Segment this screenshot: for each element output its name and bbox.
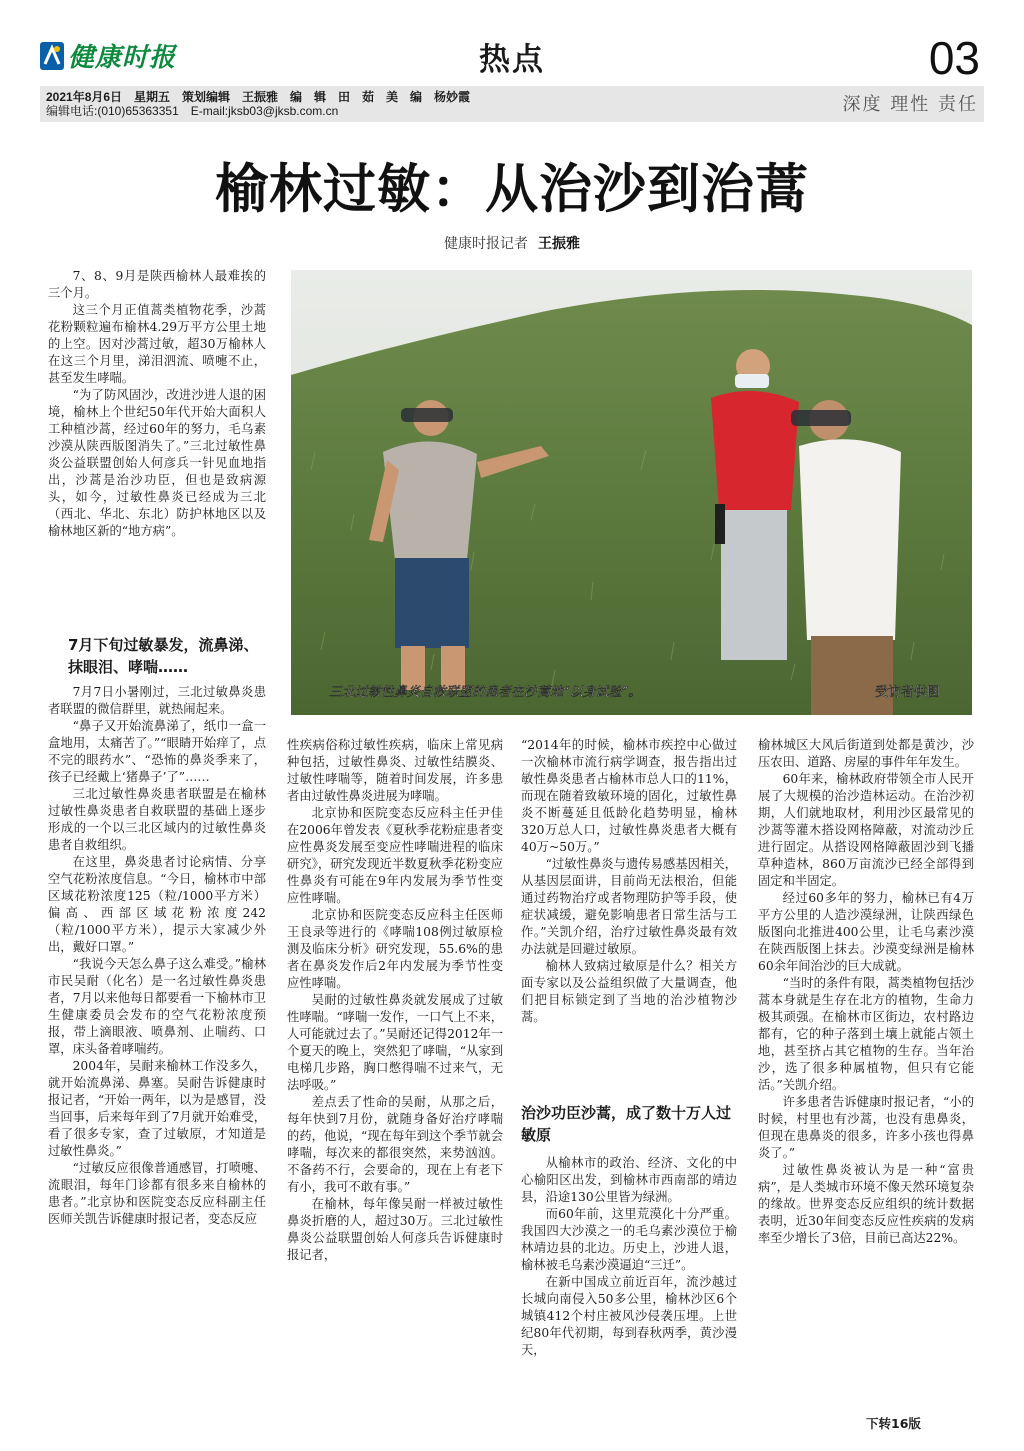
paragraph: 2004年，吴耐来榆林工作没多久，就开始流鼻涕、鼻塞。吴耐告诉健康时报记者，“开始一两年，以为是感冒，没当回事，后来每年到了7月就开始难受，看了很多专家，查了过敏原，才知道是过敏性鼻炎。” bbox=[48, 1059, 266, 1158]
byline-label: 健康时报记者 bbox=[444, 236, 528, 252]
slogan: 深度 理性 责任 bbox=[842, 94, 978, 115]
paragraph: 许多患者告诉健康时报记者，“小的时候，村里也有沙蒿，也没有患鼻炎，但现在患鼻炎的很多，许多小孩也得鼻炎了。” bbox=[758, 1095, 974, 1160]
paragraph: 吴耐的过敏性鼻炎就发展成了过敏性哮喘。“哮喘一发作，一口气上不来，人可能就过去了。”吴耐还记得2012年一个夏天的晚上，突然犯了哮喘，“从家到电梯几步路，胸口憋得喘不过来气，无法呼吸。” bbox=[287, 993, 503, 1092]
paragraph: 差点丢了性命的吴耐，从那之后，每年快到7月份，就随身备好治疗哮喘的药，他说，“现在每年到这个季节就会哮喘，每次来的都很突然，来势汹汹。不备药不行，会要命的，现在上有老下有小，我可不敢有事。” bbox=[287, 1095, 503, 1194]
paragraph: 榆林城区大风后街道到处都是黄沙，沙压农田、道路、房屋的事件年年发生。 bbox=[758, 738, 974, 769]
paragraph: “当时的条件有限，蒿类植物包括沙蒿本身就是生存在北方的植物，生命力极其顽强。在榆林市区街边，农村路边都有，它的种子落到土壤上就能占领土地，甚至挤占其它植物的生存。当年治沙，选了很多种属植物，但只有它能活。”关凯介绍。 bbox=[758, 976, 974, 1092]
column-1-top bbox=[48, 268, 266, 540]
paragraph: 过敏性鼻炎被认为是一种“富贵病”，是人类城市环境不像天然环境复杂的缘故。世界变态反应组织的统计数据表明，近30年间变态反应性疾病的发病率至少增长了3倍，目前已高达22%。 bbox=[758, 1163, 974, 1245]
masthead-contact: 编辑电话:(010)65363351 E-mail:jksb03@jksb.com.cn bbox=[46, 104, 339, 118]
paragraph: 从榆林市的政治、经济、文化的中心榆阳区出发，到榆林市西南部的靖边县，沿途130公里皆为绿洲。 bbox=[521, 1156, 737, 1204]
column-4 bbox=[758, 737, 974, 1247]
paragraph: 60年来，榆林政府带领全市人民开展了大规模的治沙造林运动。在治沙初期，人们就地取材，利用沙区最常见的沙蒿等灌木搭设网格障蔽，对流动沙丘进行固定。从搭设网格障蔽固沙到飞播草种造林，860万亩流沙已经全部得到固定和半固定。 bbox=[758, 772, 974, 888]
paragraph: 7、8、9月是陕西榆林人最难挨的三个月。 bbox=[48, 269, 266, 300]
page-number: 03 bbox=[928, 32, 980, 84]
paragraph: 7月7日小暑刚过，三北过敏鼻炎患者联盟的微信群里，就热闹起来。 bbox=[48, 685, 266, 716]
paragraph: 这三个月正值蒿类植物花季，沙蒿花粉颗粒遍布榆林4.29万平方公里土地的上空。因对沙蒿过敏，超30万榆林人在这三个月里，涕泪泗流、喷嚏不止，甚至发生哮喘。 bbox=[48, 303, 266, 385]
continued-on-page[interactable]: 下转16版 bbox=[866, 1416, 921, 1431]
paragraph: 在新中国成立前近百年，流沙越过长城向南侵入50多公里，榆林沙区6个城镇412个村庄被风沙侵袭压埋。上世纪80年代初期，每到春秋两季，黄沙漫天， bbox=[521, 1275, 737, 1357]
paragraph: 三北过敏性鼻炎患者联盟是在榆林过敏性鼻炎患者自救联盟的基础上逐步形成的一个以三北区域内的过敏性鼻炎患者自救组织。 bbox=[48, 787, 266, 852]
photo-caption: 三北过敏性鼻炎自救联盟的患者在沙蒿地“以身试验”。 bbox=[329, 685, 642, 700]
logo-mark-icon bbox=[40, 42, 64, 70]
paragraph: 在榆林，每年像吴耐一样被过敏性鼻炎折磨的人，超过30万。三北过敏性鼻炎公益联盟创始人何彦兵告诉健康时报记者， bbox=[287, 1197, 503, 1262]
photo-credit: 受访者供图 bbox=[875, 685, 941, 700]
logo-text: 健康时报 bbox=[68, 43, 177, 73]
article-headline: 榆林过敏：从治沙到治蒿 bbox=[215, 158, 809, 220]
column-2 bbox=[287, 737, 503, 1264]
paragraph: “鼻子又开始流鼻涕了，纸巾一盒一盒地用，太痛苦了。”“眼睛开始痒了，点不完的眼药水”、“恐怖的鼻炎季来了，孩子已经戴上‘猪鼻子’了”…… bbox=[48, 719, 266, 784]
article-photo bbox=[291, 270, 972, 715]
paragraph: “2014年的时候，榆林市疾控中心做过一次榆林市流行病学调查，报告指出过敏性鼻炎患者占榆林市总人口的11%，而现在随着致敏环境的固化，过敏性鼻炎不断蔓延且低龄化趋势明显，榆林320万总人口，过敏性鼻炎患者大概有40万~50万。” bbox=[521, 738, 737, 854]
paragraph: 北京协和医院变态反应科主任尹佳在2006年曾发表《夏秋季花粉症患者变应性鼻炎发展至变应性哮喘进程的临床研究》，研究发现近半数夏秋季花粉变应性鼻炎有可能在9年内发展为季节性变应性哮喘。 bbox=[287, 806, 503, 905]
column-1-bottom bbox=[48, 684, 266, 1228]
paragraph: “过敏性鼻炎与遗传易感基因相关，从基因层面讲，目前尚无法根治，但能通过药物治疗或者物理防护等手段，使症状减缓，避免影响患者日常生活与工作。”关凯介绍，治疗过敏性鼻炎最有效办法就是回避过敏原。 bbox=[521, 857, 737, 956]
paragraph: “我说今天怎么鼻子这么难受。”榆林市民吴耐（化名）是一名过敏性鼻炎患者，7月以来他每日都要看一下榆林市卫生健康委员会发布的空气花粉浓度预报，带上滴眼液、喷鼻剂、止喘药、口罩，床头备着哮喘药。 bbox=[48, 957, 266, 1056]
newspaper-logo bbox=[40, 38, 190, 78]
paragraph: 在这里，鼻炎患者讨论病情、分享空气花粉浓度信息。“今日，榆林市中部区域花粉浓度125（粒/1000平方米）偏高、西部区域花粉浓度242（粒/1000平方米），提示大家减少外出，戴好口罩。” bbox=[48, 855, 266, 954]
paragraph: 而60年前，这里荒漠化十分严重。我国四大沙漠之一的毛乌素沙漠位于榆林靖边县的北边。历史上，沙进人退，榆林被毛乌素沙漠逼迫“三迁”。 bbox=[521, 1207, 737, 1272]
paragraph: 榆林人致病过敏原是什么？相关方面专家以及公益组织做了大量调查，他们把目标锁定到了当地的治沙植物沙蒿。 bbox=[521, 959, 737, 1024]
paragraph: “为了防风固沙，改进沙进人退的困境，榆林上个世纪50年代开始大面积人工种植沙蒿，经过60年的努力，毛乌素沙漠从陕西版图消失了。”三北过敏性鼻炎公益联盟创始人何彦兵一针见血地指出，沙蒿是治沙功臣，但也是致病源头，如今，过敏性鼻炎已经成为三北（西北、华北、东北）防护林地区以及榆林地区新的“地方病”。 bbox=[48, 388, 266, 538]
byline bbox=[300, 235, 724, 253]
column-3-top bbox=[521, 737, 737, 1026]
byline-name: 王振雅 bbox=[538, 236, 580, 252]
subhead-sand-fixing: 治沙功臣沙蒿，成了数十万人过敏原 bbox=[521, 1104, 732, 1144]
column-3-bottom bbox=[521, 1155, 737, 1359]
paragraph: 北京协和医院变态反应科主任医师王良录等进行的《哮喘108例过敏原检测及临床分析》研究发现，55.6%的患者在鼻炎发作后2年内发展为季节性变应性哮喘。 bbox=[287, 908, 503, 990]
paragraph: 经过60多年的努力，榆林已有4万平方公里的人造沙漠绿洲，让陕西绿色版图向北推进400公里，让毛乌素沙漠在陕西版图上抹去。沙漠变绿洲是榆林60余年间治沙的巨大成就。 bbox=[758, 891, 974, 973]
paragraph: “过敏反应很像普通感冒，打喷嚏、流眼泪，每年门诊都有很多来自榆林的患者。”北京协和医院变态反应科副主任医师关凯告诉健康时报记者，变态反应 bbox=[48, 1161, 266, 1226]
section-title: 热点 bbox=[479, 42, 545, 78]
masthead-date-editors: 2021年8月6日 星期五 策划编辑 王振雅 编 辑 田 茹 美 编 杨妙霞 bbox=[46, 90, 471, 104]
paragraph: 性疾病俗称过敏性疾病，临床上常见病种包括，过敏性鼻炎、过敏性结膜炎、过敏性哮喘等，随着时间发展，许多患者由过敏性鼻炎进展为哮喘。 bbox=[287, 738, 503, 803]
subhead-allergy-outbreak: 7月下旬过敏暴发，流鼻涕、抹眼泪、哮喘…… bbox=[68, 636, 259, 676]
